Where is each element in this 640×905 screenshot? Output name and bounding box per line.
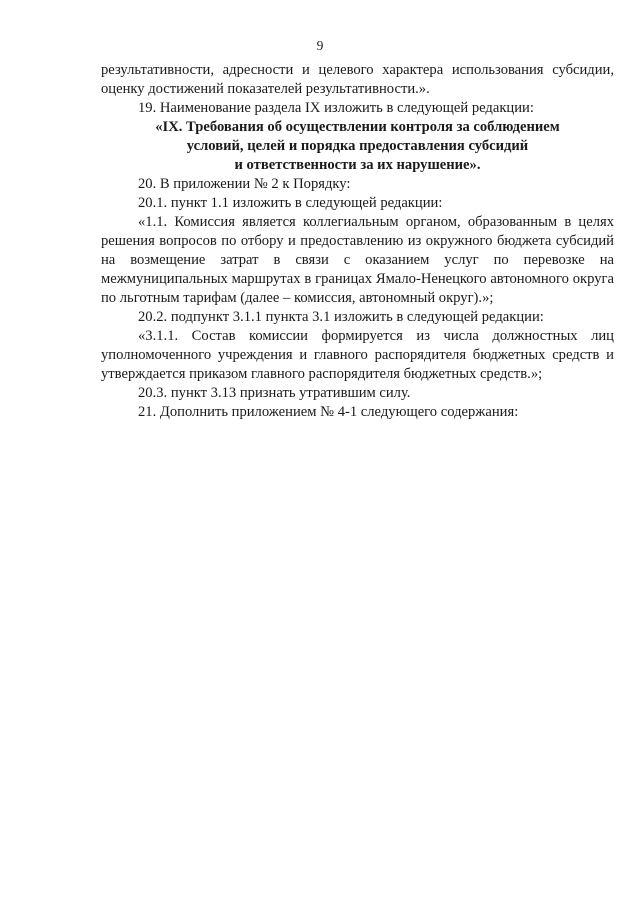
paragraph-20-1: 20.1. пункт 1.1 изложить в следующей редакции: [138, 195, 443, 211]
heading-line-2: условий, целей и порядка предоставления субсидий [186, 138, 529, 154]
paragraph-19: 19. Наименование раздела IX изложить в следующей редакции: [138, 100, 534, 116]
paragraph-20-3: 20.3. пункт 3.13 признать утратившим силу. [138, 385, 411, 401]
heading-line-3: и ответственности за их нарушение». [234, 157, 481, 173]
paragraph-20: 20. В приложении № 2 к Порядку: [138, 176, 351, 192]
page-number: 9 [316, 38, 324, 53]
paragraph-clause-1-1: «1.1. Комиссия является коллегиальным органом, образованным в целях решения вопросов по отбору и предоставлению из окружного бюджета субсидий на возмещение затрат в связи с оказанием услуг по перевозке на межмуниципальных маршрутах в границах Ямало-Ненецкого автономного округа по льготным тарифам (далее – комиссия, автономный округ).»; [101, 214, 614, 306]
heading-line-1: «IX. Требования об осуществлении контроля за соблюдением [155, 119, 560, 135]
paragraph-continuation: результативности, адресности и целевого характера использования субсидии, оценку достижений показателей результативности.». [101, 62, 614, 97]
paragraph-21: 21. Дополнить приложением № 4-1 следующего содержания: [138, 404, 519, 420]
paragraph-20-2: 20.2. подпункт 3.1.1 пункта 3.1 изложить в следующей редакции: [138, 309, 544, 325]
document-body [101, 61, 614, 422]
paragraph-clause-3-1-1: «3.1.1. Состав комиссии формируется из числа должностных лиц уполномоченного учреждения и главного распорядителя бюджетных средств и утверждается приказом главного распорядителя бюджетных средств.»; [101, 328, 614, 382]
section-heading [101, 118, 614, 175]
